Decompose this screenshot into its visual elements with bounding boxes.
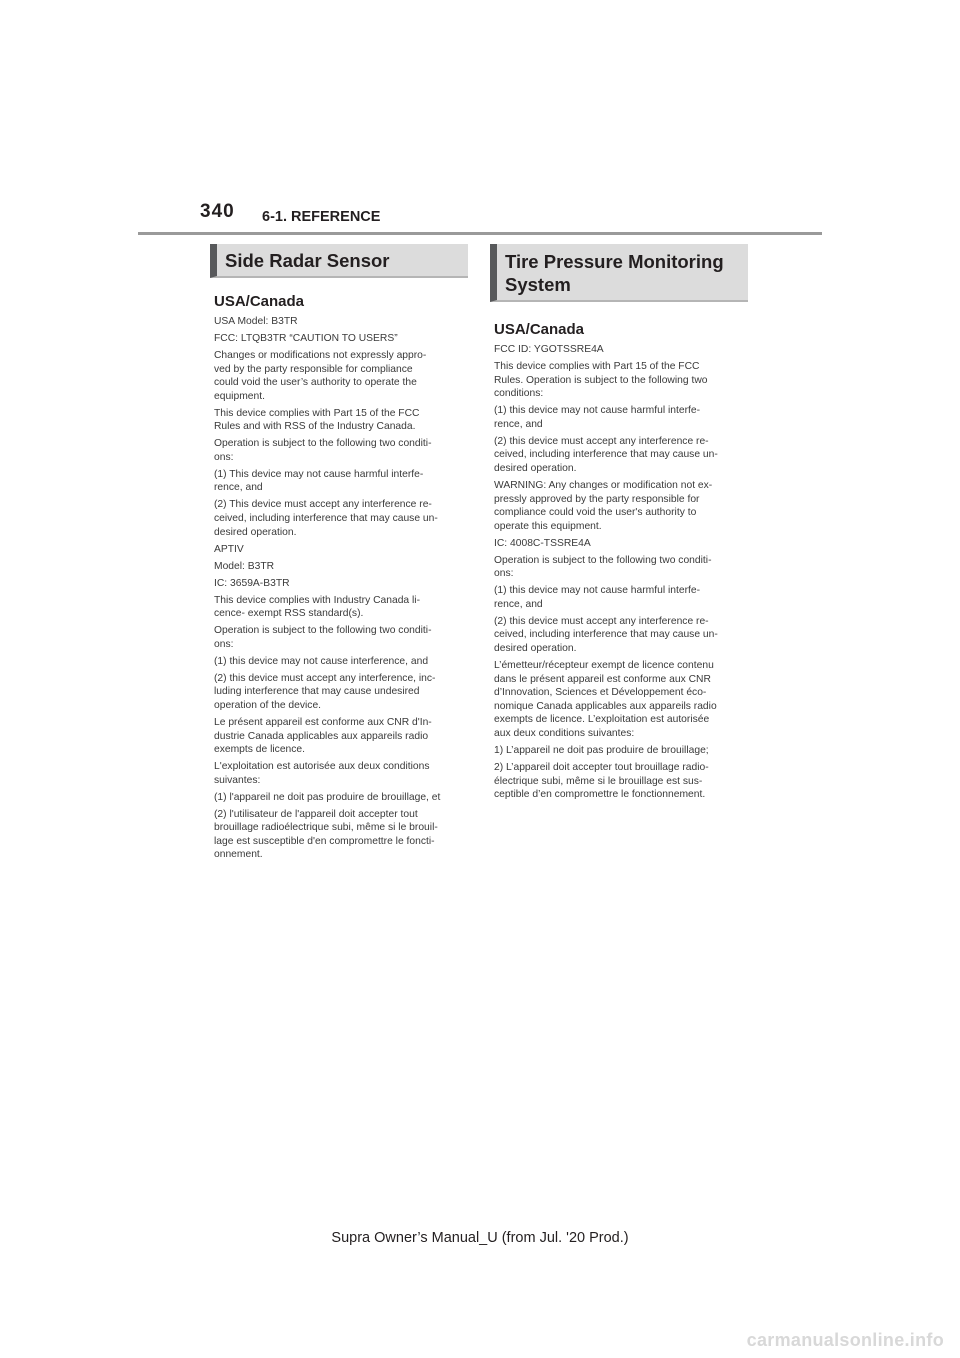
left-paragraph: (2) l'utilisateur de l'appareil doit accepter tout brouillage radioélectrique subi, même si le brouil- lage est susceptible d'en compromettre le foncti- onnement.	[214, 808, 438, 861]
left-paragraph: FCC: LTQB3TR “CAUTION TO USERS”	[214, 332, 398, 344]
left-paragraph: USA Model: B3TR	[214, 316, 298, 327]
left-paragraph: Operation is subject to the following two conditi- ons:	[214, 438, 432, 463]
watermark[interactable]: carmanualsonline.info	[746, 1330, 944, 1350]
right-paragraph: IC: 4008C-TSSRE4A	[494, 537, 591, 549]
right-paragraph: (2) this device must accept any interference re- ceived, including interference that may cause un- desired operation.	[494, 615, 718, 654]
left-subheading: USA/Canada	[214, 293, 305, 310]
left-paragraph: This device complies with Part 15 of the FCC Rules and with RSS of the Industry Canada.	[214, 407, 420, 433]
left-paragraph: (2) this device must accept any interference, inc- luding interference that may cause undesired operation of the device.	[214, 672, 436, 711]
right-paragraph: L’émetteur/récepteur exempt de licence contenu dans le présent appareil est conforme aux CNR d’Innovation, Sciences et Développement éco- nomique Canada applicables aux appareils radio exempts de licence. L’exploitation est autorisée aux deux conditions suivantes:	[494, 659, 717, 739]
right-paragraph: 2) L’appareil doit accepter tout brouillage radio- électrique subi, même si le brouillage est sus- ceptible d’en compromettre le fonctionnement.	[494, 761, 709, 801]
page-footer: Supra Owner’s Manual_U (from Jul. '20 Prod.)	[331, 1230, 629, 1246]
left-paragraph: Model: B3TR	[214, 560, 275, 572]
section-header: 6-1. REFERENCE	[262, 209, 381, 225]
right-paragraph: FCC ID: YGOTSSRE4A	[494, 344, 604, 355]
right-paragraph: (1) this device may not cause harmful interfe- rence, and	[494, 405, 701, 430]
left-paragraph: (1) This device may not cause harmful interfe- rence, and	[214, 468, 424, 494]
right-paragraphs	[494, 343, 750, 802]
right-column	[490, 244, 748, 805]
right-paragraph: Operation is subject to the following two conditi- ons:	[494, 554, 712, 580]
left-paragraph: (1) this device may not cause interference, and	[214, 655, 429, 667]
tpms-title: Tire Pressure Monitoring System	[505, 251, 724, 295]
left-paragraph: (1) l'appareil ne doit pas produire de brouillage, et	[214, 791, 441, 803]
left-column	[210, 244, 468, 865]
right-paragraph: (1) this device may not cause harmful interfe- rence, and	[494, 585, 701, 610]
right-paragraph: (2) this device must accept any interference re- ceived, including interference that may cause un- desired operation.	[494, 435, 718, 474]
side-radar-title-box	[210, 244, 468, 278]
left-paragraph: Le présent appareil est conforme aux CNR d'In- dustrie Canada applicables aux appareils radio exempts de licence.	[214, 716, 432, 756]
right-subheading: USA/Canada	[494, 321, 585, 338]
left-paragraph: Operation is subject to the following two conditi- ons:	[214, 625, 432, 650]
tpms-title-box	[490, 244, 748, 302]
left-paragraph: (2) This device must accept any interference re- ceived, including interference that may cause un- desired operation.	[214, 499, 438, 538]
left-paragraph: Changes or modifications not expressly appro- ved by the party responsible for compliance could void the user’s authority to operate the equipment.	[214, 349, 427, 402]
left-paragraph: APTIV	[214, 543, 244, 555]
left-paragraph: L'exploitation est autorisée aux deux conditions suivantes:	[214, 761, 430, 786]
right-paragraph: WARNING: Any changes or modification not ex- pressly approved by the party responsible for compliance could void the user's authority to operate this equipment.	[494, 479, 713, 532]
right-paragraph: This device complies with Part 15 of the FCC Rules. Operation is subject to the following two conditions:	[494, 360, 708, 400]
left-paragraphs	[214, 315, 470, 862]
side-radar-title: Side Radar Sensor	[225, 250, 390, 271]
page-number: 340	[200, 201, 235, 222]
right-paragraph: 1) L’appareil ne doit pas produire de brouillage;	[494, 744, 709, 756]
left-paragraph: IC: 3659A-B3TR	[214, 577, 290, 589]
left-paragraph: This device complies with Industry Canada li- cence- exempt RSS standard(s).	[214, 594, 421, 620]
header-divider	[138, 232, 822, 235]
